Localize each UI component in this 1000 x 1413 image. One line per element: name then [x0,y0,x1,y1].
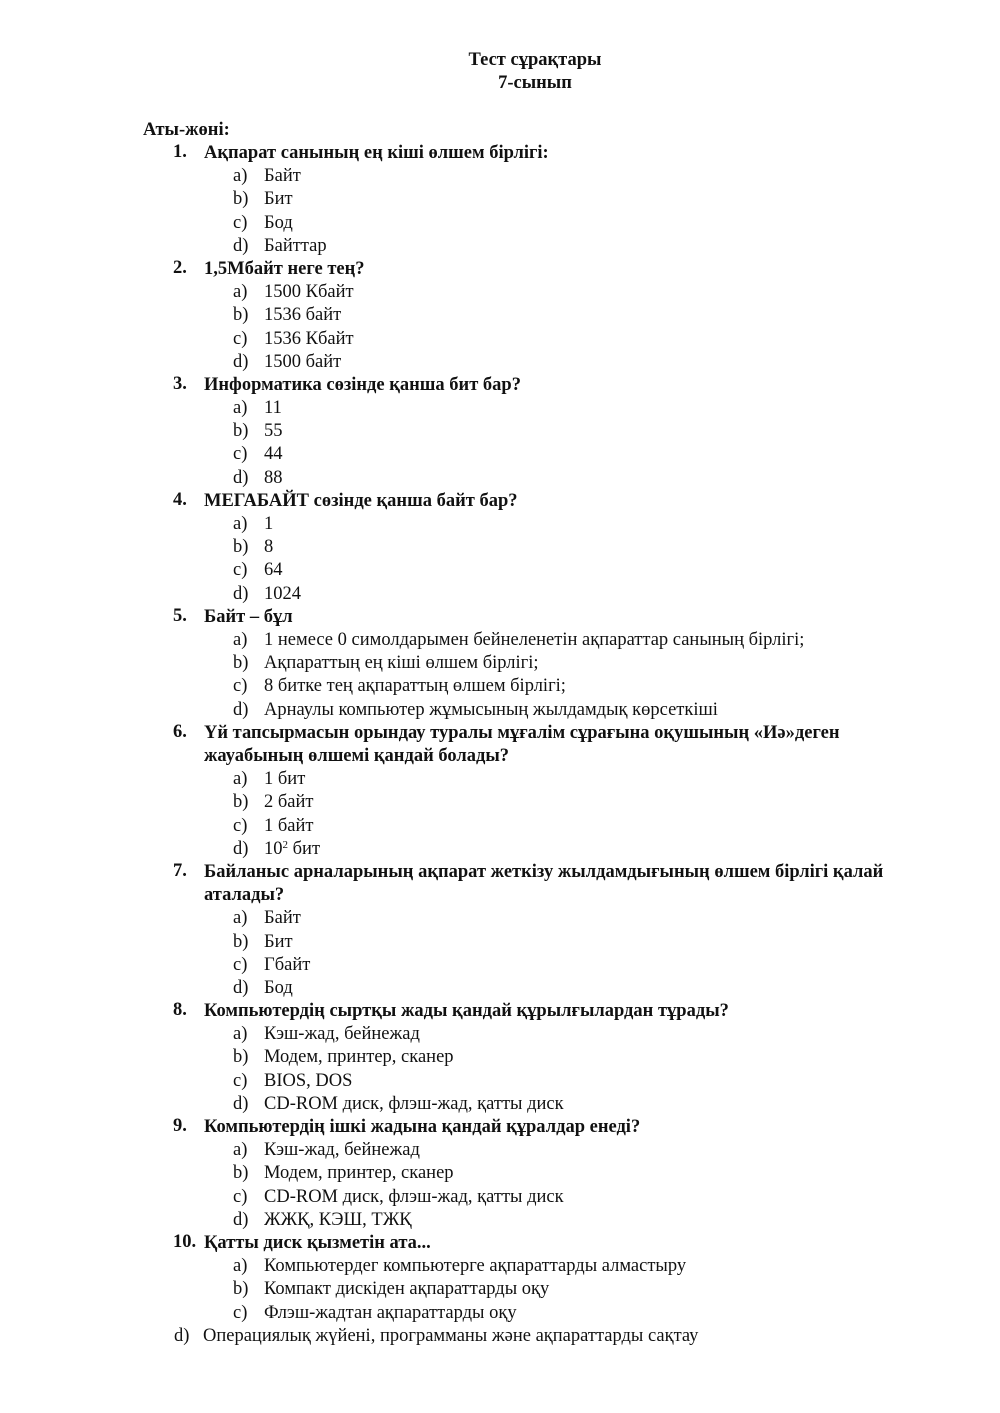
option-value: 11 [264,398,282,419]
option-value: 1 бит [264,769,306,790]
option-letter: d) [233,838,249,859]
question-number: 1. [173,142,187,162]
answer-option [0,1046,1000,1069]
option-exponent: 2 [282,838,288,851]
option-letter: a) [233,1140,248,1161]
question-block [0,1000,1000,1116]
answer-option [0,420,1000,443]
option-text [264,443,283,466]
option-letter: a) [233,769,248,790]
option-letter: b) [233,1279,249,1300]
question-block [0,258,1000,374]
option-value: Компакт дискіден ақпараттарды оқу [264,1279,550,1300]
option-letter: a) [233,398,248,419]
option-letter: c) [233,954,248,975]
option-text [264,675,566,698]
question-number: 10. [173,1231,197,1252]
answer-option [0,652,1000,675]
answer-option [0,351,1000,374]
option-value: 10 [264,838,283,859]
answer-option [0,397,1000,420]
answer-option [0,235,1000,258]
answer-option [0,165,1000,188]
option-letter: d) [233,583,249,604]
question-text: Үй тапсырмасын орындау туралы мұғалім сұрағына оқушының «Иә»деген жауабының өлшемі қандай болады? [204,722,840,766]
answer-option [0,791,1000,814]
option-text [264,328,354,351]
answer-option [0,513,1000,536]
answer-option [0,1070,1000,1093]
option-letter: c) [233,815,248,836]
option-letter: c) [233,328,248,349]
question-row [0,1000,1000,1023]
option-letter: c) [233,676,248,697]
option-text [264,420,283,443]
answer-option [0,629,1000,652]
option-letter: b) [233,653,249,674]
answer-option [0,443,1000,466]
option-value: Кэш-жад, бейнежад [264,1024,420,1045]
option-text [264,235,327,258]
option-value: 1536 Кбайт [264,328,354,349]
option-value: 2 байт [264,792,314,813]
answer-option [0,954,1000,977]
option-value: 1500 Кбайт [264,282,354,303]
answer-option [0,328,1000,351]
option-letter: a) [233,514,248,535]
option-value: 1 [264,514,274,535]
option-letter: c) [233,1070,248,1091]
option-letter: c) [233,560,248,581]
option-letter: b) [233,931,249,952]
question-row [0,1232,1000,1255]
option-text [264,629,804,652]
option-value: Ақпараттың ең кіші өлшем бірлігі; [264,653,539,674]
question-text: Байланыс арналарының ақпарат жеткізу жылдамдығының өлшем бірлігі қалай аталады? [204,861,884,906]
answer-option [0,907,1000,930]
question-block [0,1232,1000,1348]
answer-option [0,699,1000,722]
option-text [264,931,293,954]
answer-option [0,304,1000,327]
option-text [264,281,354,304]
answer-option [0,1302,1000,1325]
answer-option [0,1093,1000,1116]
option-text [264,652,539,675]
option-value: Кэш-жад, бейнежад [264,1140,420,1161]
option-value: Бод [264,977,293,998]
answer-option [0,931,1000,954]
option-text [203,1325,698,1348]
option-letter: c) [233,444,248,465]
option-value: Операциялық жүйені, программаны және ақпараттарды сақтау [203,1325,699,1346]
option-text [264,583,301,606]
answer-option [0,281,1000,304]
option-value: CD-ROM диск, флэш-жад, қатты диск [264,1186,564,1207]
option-text [264,699,718,722]
question-number: 4. [173,489,187,510]
option-letter: d) [233,1093,249,1114]
option-value: Байттар [264,235,327,256]
option-letter: d) [233,1209,249,1230]
option-text [264,907,301,930]
option-value: 1024 [264,583,301,604]
question-text: Информатика сөзінде қанша бит бар? [204,374,521,395]
question-block [0,490,1000,606]
option-letter: b) [233,421,249,442]
answer-option [0,188,1000,211]
question-text: Компьютердің ішкі жадына қандай құралдар енеді? [204,1117,641,1138]
question-row [0,490,1000,513]
question-row [0,606,1000,629]
option-text [264,791,313,814]
option-letter: b) [233,537,249,558]
answer-option [0,1139,1000,1162]
option-letter: d) [233,467,249,488]
option-letter: d) [233,699,249,720]
answer-option [0,1278,1000,1301]
option-text [264,1093,564,1116]
option-text [264,212,293,235]
option-value: 8 битке тең ақпараттың өлшем бірлігі; [264,676,566,697]
answer-option [0,536,1000,559]
option-value: ЖЖҚ, КЭШ, ТЖҚ [264,1209,412,1230]
answer-option [0,583,1000,606]
option-unit: бит [288,838,321,859]
question-number: 6. [173,721,187,742]
question-text: Байт – бұл [204,606,293,627]
option-value: Байт [264,166,301,187]
question-block [0,374,1000,490]
option-value: Бит [264,189,293,210]
answer-option [0,1255,1000,1278]
option-text [264,1046,454,1069]
option-value: Компьютердег компьютерге ақпараттарды алмастыру [264,1256,687,1277]
option-value: 1 немесе 0 симолдарымен бейнеленетін ақпараттар санының бірлігі; [264,630,805,651]
option-text [264,1162,454,1185]
option-value: 44 [264,444,283,465]
question-number: 5. [173,605,187,626]
option-text [264,1186,564,1209]
option-letter: d) [233,351,249,372]
question-row [0,861,1000,907]
option-text [264,397,282,420]
answer-option [0,838,1000,861]
answer-option [0,1186,1000,1209]
option-text [264,1023,420,1046]
option-letter: a) [233,1024,248,1045]
option-letter: b) [233,1163,249,1184]
question-text: 1,5Мбайт неге тең? [204,258,365,279]
answer-option [0,212,1000,235]
option-value: Флэш-жадтан ақпараттарды оқу [264,1302,517,1323]
option-text [264,1255,686,1278]
option-value: Модем, принтер, сканер [264,1163,454,1184]
option-value: Гбайт [264,954,311,975]
option-letter: c) [233,1302,248,1323]
option-letter: d) [233,977,249,998]
question-number: 9. [173,1116,187,1137]
option-text [264,838,320,861]
option-value: Бит [264,931,293,952]
option-text [264,815,313,838]
option-value: 8 [264,537,274,558]
question-row [0,374,1000,397]
option-text [264,1139,420,1162]
option-value: Модем, принтер, сканер [264,1047,454,1068]
option-letter: b) [233,1047,249,1068]
option-letter: a) [233,166,248,187]
option-text [264,1070,352,1093]
option-text [264,304,341,327]
question-text: Қатты диск қызметін ата... [204,1232,431,1253]
option-text [264,559,283,582]
question-number: 8. [173,1000,187,1021]
page-title: Тест сұрақтары [468,50,602,70]
option-text [264,1209,412,1232]
option-letter: b) [233,792,249,813]
question-block [0,722,1000,861]
page-subtitle: 7-сынып [498,73,572,93]
option-text [264,1278,549,1301]
answer-option [0,977,1000,1000]
answer-option [0,467,1000,490]
question-text: Компьютердің сыртқы жады қандай құрылғылардан тұрады? [204,1001,729,1022]
answer-option [0,815,1000,838]
question-number: 3. [173,373,187,394]
option-text [264,467,283,490]
answer-option [0,559,1000,582]
question-block [0,142,1000,258]
option-value: BIOS, DOS [264,1070,353,1091]
option-text [264,536,273,559]
option-text [264,954,310,977]
question-row [0,258,1000,281]
option-value: Бод [264,212,293,233]
option-text [264,768,305,791]
option-text [264,977,293,1000]
option-value: 88 [264,467,283,488]
question-text: МЕГАБАЙТ сөзінде қанша байт бар? [204,490,518,511]
option-text [264,188,293,211]
answer-option [0,1023,1000,1046]
option-text [264,165,301,188]
option-letter: b) [233,305,249,326]
option-text [264,513,273,536]
option-value: Байт [264,908,301,929]
question-block [0,606,1000,722]
option-value: CD-ROM диск, флэш-жад, қатты диск [264,1093,564,1114]
answer-option [0,1209,1000,1232]
answer-option [0,1162,1000,1185]
answer-option [0,768,1000,791]
option-letter: b) [233,189,249,210]
question-text: Ақпарат санының ең кіші өлшем бірлігі: [204,143,549,163]
option-letter: a) [233,630,248,651]
question-row [0,722,1000,768]
option-value: 55 [264,421,283,442]
option-letter: d) [233,235,249,256]
name-label: Аты-жөні: [143,120,230,140]
question-number: 2. [173,257,187,278]
option-letter: c) [233,1186,248,1207]
option-letter: a) [233,282,248,303]
option-letter: a) [233,1256,248,1277]
question-row [0,142,1000,165]
option-value: Арнаулы компьютер жұмысының жылдамдық көрсеткіші [264,699,718,720]
question-row [0,1116,1000,1139]
option-value: 64 [264,560,283,581]
option-value: 1536 байт [264,305,342,326]
option-value: 1500 байт [264,351,342,372]
question-number: 7. [173,860,187,881]
question-block [0,1116,1000,1232]
option-text [264,1302,517,1325]
option-value: 1 байт [264,815,314,836]
option-letter: a) [233,908,248,929]
question-list [0,142,1000,1348]
option-text [264,351,341,374]
question-block [0,861,1000,1000]
option-letter: d) [174,1325,190,1346]
answer-option [0,675,1000,698]
answer-option [0,1325,1000,1348]
option-letter: c) [233,212,248,233]
